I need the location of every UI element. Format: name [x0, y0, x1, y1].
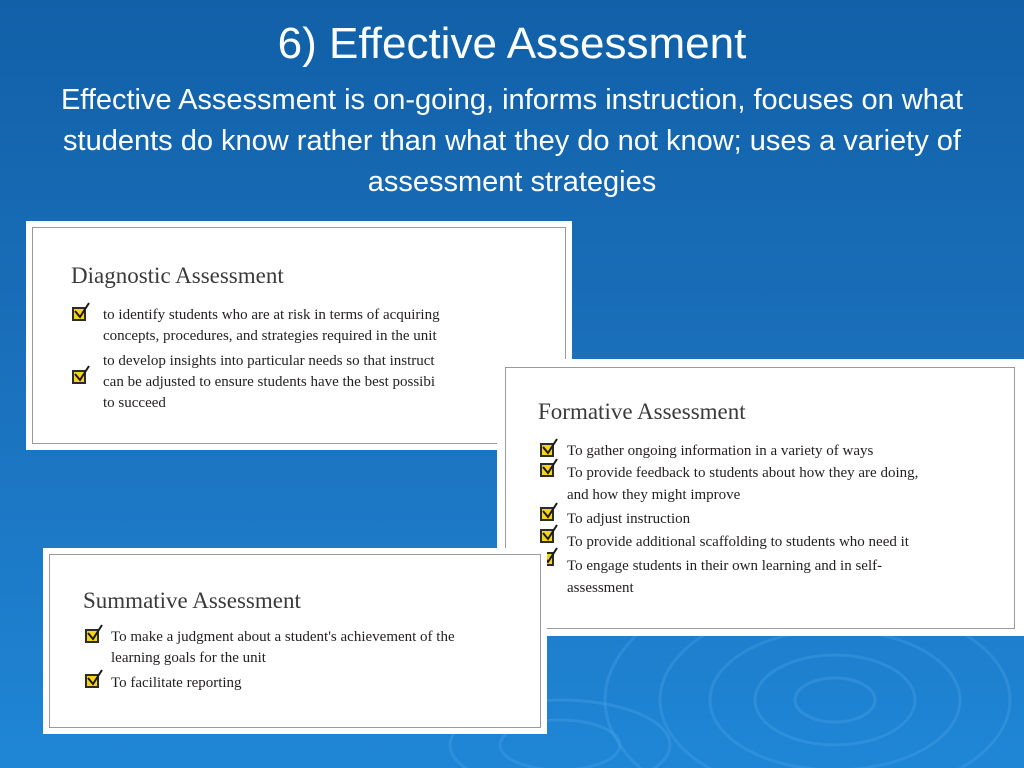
- slide-title: 6) Effective Assessment: [277, 19, 747, 68]
- checkbox-checked-icon: [72, 307, 86, 321]
- panel-title: Summative Assessment: [83, 588, 301, 613]
- formative-assessment-panel: [497, 359, 1024, 636]
- list-item: to develop insights into particular needs so that instruct can be adjusted to ensure students have the best possibi to succeed: [103, 353, 436, 411]
- checkbox-checked-icon: [540, 507, 554, 521]
- slide-subtitle: Effective Assessment is on-going, informs instruction, focuses on what students do know rather than what they do not know; uses a variety of assessment strategies: [60, 84, 964, 198]
- checkbox-checked-icon: [540, 443, 554, 457]
- checkbox-checked-icon: [540, 463, 554, 477]
- panel-title: Diagnostic Assessment: [71, 263, 284, 288]
- list-item: To adjust instruction: [567, 511, 691, 527]
- list-item: To make a judgment about a student's achievement of the learning goals for the unit: [111, 629, 455, 666]
- list-item: To engage students in their own learning and in self- assessment: [567, 558, 883, 596]
- diagnostic-assessment-panel: [26, 221, 572, 450]
- list-item: To facilitate reporting: [111, 675, 242, 691]
- list-item: To provide feedback to students about how they are doing, and how they might improve: [567, 465, 919, 503]
- list-item: To gather ongoing information in a variety of ways: [567, 443, 874, 459]
- panel-title: Formative Assessment: [538, 399, 746, 424]
- summative-assessment-panel: [43, 548, 547, 734]
- checkbox-checked-icon: [540, 529, 554, 543]
- list-item: To provide additional scaffolding to students who need it: [567, 534, 909, 550]
- checkbox-checked-icon: [85, 674, 99, 688]
- checkbox-checked-icon: [85, 629, 99, 643]
- list-item: to identify students who are at risk in terms of acquiring concepts, procedures, and strategies required in the unit: [103, 307, 440, 344]
- checkbox-checked-icon: [72, 370, 86, 384]
